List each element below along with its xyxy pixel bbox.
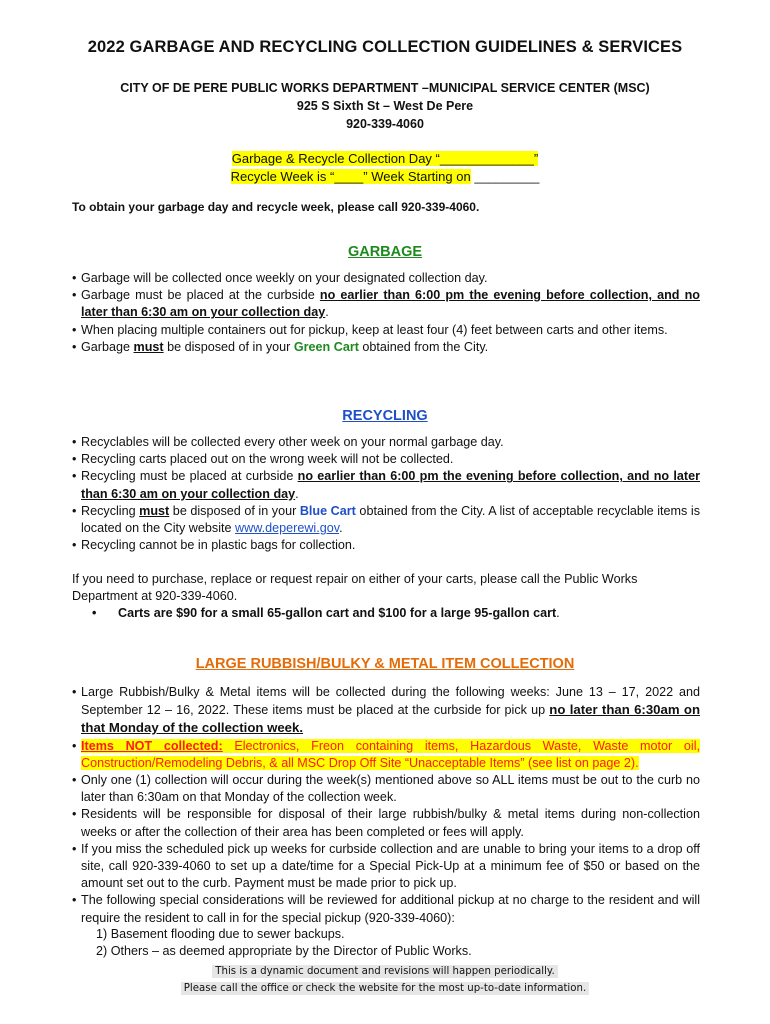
sub-item-1: 1) Basement flooding due to sewer backups. [96, 927, 345, 941]
garbage-list [72, 270, 700, 356]
carts-paragraph: If you need to purchase, replace or request repair on either of your carts, please call the Public Works Department at 920-339-4060. [72, 572, 638, 604]
footer-note-2: Please call the office or check the website for the most up-to-date information. [0, 983, 770, 994]
list-item: • Garbage will be collected once weekly on your designated collection day. [72, 270, 700, 287]
list-item: • Recycling cannot be in plastic bags for collection. [72, 537, 700, 554]
list-item: • Residents will be responsible for disposal of their large rubbish/bulky & metal items during non-collection weeks or after the collection of their area has been completed or fees will apply. [72, 806, 700, 840]
recycling-list [72, 434, 700, 554]
department-address: 925 S Sixth St – West De Pere [296, 99, 474, 113]
carts-price: Carts are $90 for a small 65-gallon cart and $100 for a large 95-gallon cart [118, 606, 557, 620]
collection-day-block [0, 150, 770, 186]
list-item: • Only one (1) collection will occur during the week(s) mentioned above so ALL items must be out to the curb no later than 6:30am on that Monday of the collection week. [72, 772, 700, 806]
recycling-heading: RECYCLING [342, 408, 428, 424]
list-item: • Recyclables will be collected every other week on your normal garbage day. [72, 434, 700, 451]
list-item: • Garbage must be placed at the curbside no earlier than 6:00 pm the evening before collection, and no later than 6:30 am on your collection day. [72, 287, 700, 321]
list-item: • Large Rubbish/Bulky & Metal items will be collected during the following weeks: June 13 – 17, 2022 and September 12 – 16, 2022. These items must be placed at the curbside for pick up no later than 6:30am on that Monday of the collection week. [72, 684, 700, 738]
list-item: • Recycling carts placed out on the wrong week will not be collected. [72, 451, 700, 468]
bullet: • [92, 606, 97, 620]
list-item-not-collected: • Items NOT collected: Electronics, Freon containing items, Hazardous Waste, Waste motor oil, Construction/Remodeling Debris, & all MSC Drop Off Site “Unacceptable Items” (see list on page 2). [72, 738, 700, 772]
obtain-instructions: To obtain your garbage day and recycle week, please call 920-339-4060. [72, 200, 480, 214]
list-item: • If you miss the scheduled pick up weeks for curbside collection and are unable to bring your items to a drop off site, call 920-339-4060 to set up a date/time for a Special Pick-Up at a minimum fee of $50 or based on the amount set out to the curb. Payment must be made prior to pick up. [72, 841, 700, 893]
department-name: CITY OF DE PERE PUBLIC WORKS DEPARTMENT –MUNICIPAL SERVICE CENTER (MSC) [120, 81, 650, 95]
collection-day-line: Garbage & Recycle Collection Day “_____________” [231, 151, 539, 166]
garbage-heading: GARBAGE [347, 244, 423, 260]
city-website-link[interactable]: www.deperewi.gov [235, 521, 340, 536]
bulky-list [72, 684, 700, 927]
green-cart-label: Green Cart [293, 339, 359, 354]
list-item: • The following special considerations will be reviewed for additional pickup at no charge to the resident and will require the resident to call in for the special pickup (920-339-4060): [72, 892, 700, 926]
recycle-week-line: Recycle Week is “____” Week Starting on [230, 169, 471, 184]
department-header [0, 79, 770, 133]
blue-cart-label: Blue Cart [299, 503, 356, 518]
page-title: 2022 GARBAGE AND RECYCLING COLLECTION GUIDELINES & SERVICES [87, 38, 683, 56]
bulky-heading: LARGE RUBBISH/BULKY & METAL ITEM COLLECTION [195, 656, 575, 672]
carts-price-line: • Carts are $90 for a small 65-gallon cart and $100 for a large 95-gallon cart. [92, 606, 560, 620]
recycle-week-blank: _________ [474, 169, 540, 184]
list-item: • Recycling must be disposed of in your Blue Cart obtained from the City. A list of acceptable recyclable items is located on the City website www.deperewi.gov. [72, 503, 700, 537]
footer-note-1: This is a dynamic document and revisions will happen periodically. [0, 966, 770, 977]
list-item: • When placing multiple containers out for pickup, keep at least four (4) feet between carts and other items. [72, 322, 700, 339]
sub-item-2: 2) Others – as deemed appropriate by the Director of Public Works. [96, 944, 472, 958]
list-item: • Garbage must be disposed of in your Green Cart obtained from the City. [72, 339, 700, 356]
department-phone: 920-339-4060 [346, 117, 424, 131]
list-item: • Recycling must be placed at curbside no earlier than 6:00 pm the evening before collection, and no later than 6:30 am on your collection day. [72, 468, 700, 502]
